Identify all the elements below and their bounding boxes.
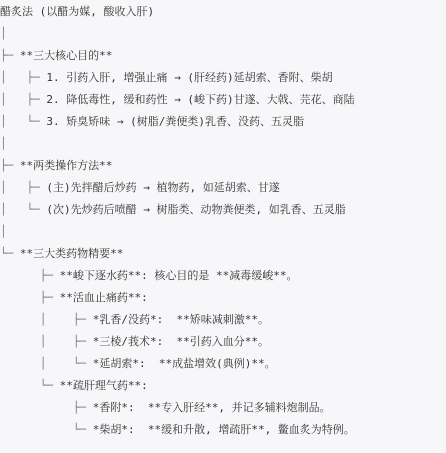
tree-section-title: **三大核心目的** xyxy=(19,49,113,62)
tree-connector: │ ├─ xyxy=(0,313,93,326)
tree-connector: │ ├─ xyxy=(0,93,47,106)
tree-root-title: 醋炙法 (以醋为媒, 酸收入肝) xyxy=(0,5,155,18)
tree-spacer-line xyxy=(0,136,7,152)
tree-connector: │ ├─ xyxy=(0,71,47,84)
tree-subitem-text: *延胡索*: **成盐增效(典例)**。 xyxy=(92,357,276,370)
tree-item xyxy=(0,180,280,196)
tree-subitem-text: *香附*: **专入肝经**, 并记多辅料炮制品。 xyxy=(92,401,331,414)
tree-item-text: **活血止痛药**: xyxy=(59,291,148,304)
tree-connector: └─ xyxy=(0,247,20,260)
tree-item xyxy=(0,92,355,108)
tree-connector: ├─ xyxy=(0,291,60,304)
tree-item-text: 1. 引药入肝, 增强止痛 → (肝经药)延胡索、香附、柴胡 xyxy=(46,71,333,84)
tree-subitem xyxy=(0,356,276,372)
tree-subitem xyxy=(0,334,269,350)
tree-item xyxy=(0,114,304,130)
tree-connector: │ xyxy=(0,27,7,40)
tree-section-3 xyxy=(0,246,123,262)
tree-subitem xyxy=(0,422,355,438)
tree-connector: ├─ xyxy=(0,269,60,282)
tree-subitem xyxy=(0,312,269,328)
tree-connector: ├─ xyxy=(0,159,20,172)
tree-item-text: **疏肝理气药**: xyxy=(59,379,148,392)
tree-connector: │ xyxy=(0,225,7,238)
tree-item xyxy=(0,202,346,218)
tree-connector: │ └─ xyxy=(0,203,47,216)
tree-connector: │ ├─ xyxy=(0,181,47,194)
tree-subitem xyxy=(0,400,331,416)
tree-connector: └─ xyxy=(0,423,93,436)
tree-subitem-text: *柴胡*: **缓和升散, 增疏肝**, 鳖血炙为特例。 xyxy=(92,423,355,436)
tree-connector: └─ xyxy=(0,379,60,392)
tree-connector: │ xyxy=(0,137,7,150)
tree-subitem-text: *三棱/莪术*: **引药入血分**。 xyxy=(92,335,269,348)
tree-item-text: 2. 降低毒性, 缓和药性 → (峻下药)甘遂、大戟、芫花、商陆 xyxy=(46,93,355,106)
tree-item xyxy=(0,378,148,394)
tree-subitem-text: *乳香/没药*: **矫味减刺激**。 xyxy=(92,313,269,326)
tree-spacer-line xyxy=(0,26,7,42)
tree-connector: ├─ xyxy=(0,401,93,414)
tree-connector: │ ├─ xyxy=(0,335,93,348)
tree-item xyxy=(0,290,148,306)
tree-item-text: 3. 矫臭矫味 → (树脂/粪便类)乳香、没药、五灵脂 xyxy=(46,115,304,128)
tree-connector: │ └─ xyxy=(0,357,93,370)
tree-section-title: **三大类药物精要** xyxy=(19,247,124,260)
tree-connector: ├─ xyxy=(0,49,20,62)
tree-root-line xyxy=(0,4,154,20)
tree-item-text: **峻下逐水药**: 核心目的是 **减毒缓峻**。 xyxy=(59,269,298,282)
tree-section-2 xyxy=(0,158,112,174)
tree-item-text: (次)先炒药后喷醋 → 树脂类、动物粪便类, 如乳香、五灵脂 xyxy=(46,203,346,216)
tree-item-text: (主)先拌醋后炒药 → 植物药, 如延胡索、甘遂 xyxy=(46,181,280,194)
tree-connector: │ └─ xyxy=(0,115,47,128)
tree-section-title: **两类操作方法** xyxy=(19,159,113,172)
tree-section-1 xyxy=(0,48,112,64)
tree-item xyxy=(0,70,333,86)
tree-spacer-line xyxy=(0,224,7,240)
tree-item xyxy=(0,268,297,284)
